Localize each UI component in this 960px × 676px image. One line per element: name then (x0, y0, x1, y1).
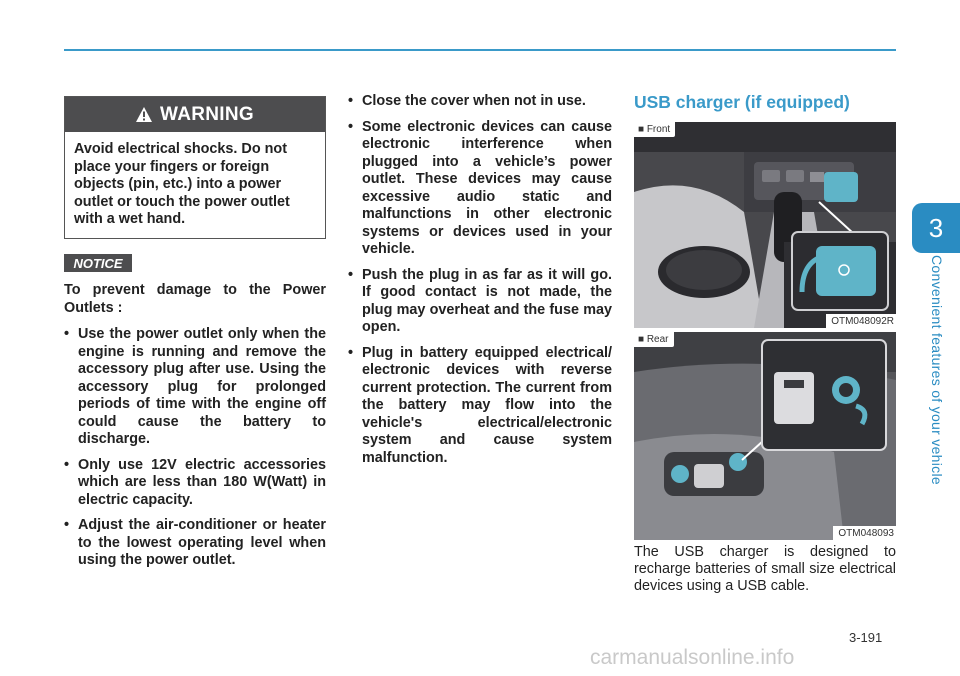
front-figure-code: OTM048092R (826, 314, 896, 328)
notice-item: • Push the plug in as far as it will go. If good contact is not made, the plug may overheat and the fuse may open. (348, 267, 612, 337)
chapter-title: Convenient features of your vehicle (929, 255, 945, 485)
section-title: USB charger (if equipped) (634, 92, 850, 112)
notice-item: • Adjust the air-conditioner or heater to the lowest operating level when using the power outlet. (64, 517, 326, 570)
rear-usb-photo (634, 332, 896, 540)
rear-figure-code: OTM048093 (833, 526, 896, 540)
notice-list-2 (348, 93, 612, 467)
notice-item: • Only use 12V electric accessories which are less than 180 W(Watt) in electric capacity. (64, 457, 326, 510)
warning-heading: WARNING (160, 103, 254, 125)
front-console-illustration (634, 122, 896, 328)
chapter-number: 3 (928, 212, 944, 243)
page-number: 3-191 (849, 630, 883, 645)
warning-text: Avoid electrical shocks. Do not place your fingers or foreign objects (pin, etc.) into a power outlet or touch the power outlet with a wet hand. (74, 141, 290, 227)
watermark: carmanualsonline.info (590, 646, 795, 669)
warning-header (65, 97, 325, 132)
notice-intro: To prevent damage to the Power Outlets : (64, 282, 326, 316)
notice-item: • Some electronic devices can cause electronic interference when plugged into a vehicle’s power outlet. These devices may cause excessive audio static and malfunctions in other electronic systems or devices used in your vehicle. (348, 119, 612, 259)
notice-item: • Use the power outlet only when the engine is running and remove the accessory plug after use. Using the accessory plug for prolonged periods of time with the engine off could cause the battery to discharge. (64, 326, 326, 449)
rear-label: ■ Rear (634, 332, 674, 347)
notice-badge: NOTICE (64, 254, 132, 272)
warning-box (64, 96, 326, 239)
notice-list-1 (64, 326, 326, 570)
warning-triangle-icon (136, 107, 152, 122)
rear-console-illustration (634, 332, 896, 540)
notice-column-1 (64, 282, 326, 578)
usb-description: The USB charger is designed to recharge batteries of small size electrical devices using a USB cable. (634, 544, 896, 594)
notice-item: • Plug in battery equipped electrical/ electronic devices with reverse current protection. The current from the battery may flow into the vehicle's electrical/electronic system and cause system malfunction. (348, 345, 612, 468)
front-label: ■ Front (634, 122, 675, 137)
front-usb-photo (634, 122, 896, 328)
notice-column-2 (348, 93, 612, 475)
chapter-tab (912, 203, 960, 253)
notice-item: • Close the cover when not in use. (348, 93, 612, 111)
header-rule (64, 49, 896, 51)
